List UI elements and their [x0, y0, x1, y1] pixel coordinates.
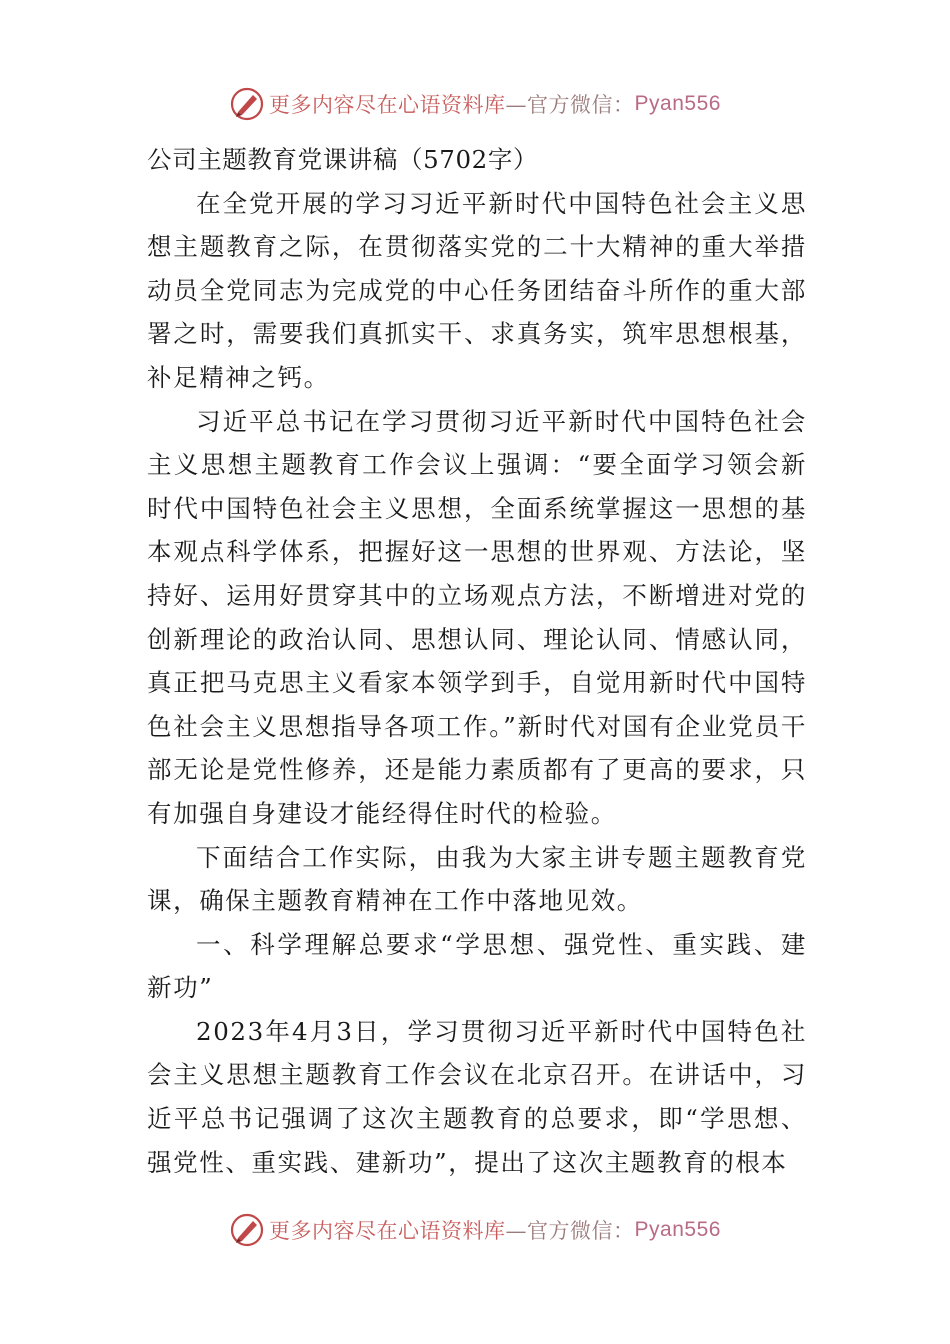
- watermark-banner-top: [0, 84, 950, 124]
- banner-text-wechat: —官方微信：: [505, 1219, 635, 1243]
- pen-logo-icon: [229, 1212, 265, 1248]
- banner-text-library: 更多内容尽在心语资料库: [269, 1219, 506, 1243]
- document-body: [147, 138, 807, 1184]
- pen-logo-icon: [229, 86, 265, 122]
- banner-text-id: Pyan556: [634, 1218, 721, 1241]
- banner-text-id: Pyan556: [634, 92, 721, 115]
- banner-text-wechat: —官方微信：: [505, 93, 635, 117]
- document-title: 公司主题教育党课讲稿（5702字）: [147, 145, 539, 174]
- watermark-banner-bottom: [0, 1210, 950, 1250]
- paragraph: 在全党开展的学习习近平新时代中国特色社会主义思想主题教育之际，在贯彻落实党的二十大精神的重大举措动员全党同志为完成党的中心任务团结奋斗所作的重大部署之时，需要我们真抓实干、求真务实，筑牢思想根基，补足精神之钙。: [147, 188, 807, 392]
- paragraph: 习近平总书记在学习贯彻习近平新时代中国特色社会主义思想主题教育工作会议上强调：“要全面学习领会新时代中国特色社会主义思想，全面系统掌握这一思想的基本观点科学体系，把握好这一思想的世界观、方法论，坚持好、运用好贯穿其中的立场观点方法，不断增进对党的创新理论的政治认同、思想认同、理论认同、情感认同，真正把马克思主义看家本领学到手，自觉用新时代中国特色社会主义思想指导各项工作。”新时代对国有企业党员干部无论是党性修养，还是能力素质都有了更高的要求，只有加强自身建设才能经得住时代的检验。: [147, 406, 807, 828]
- banner-text-library: 更多内容尽在心语资料库: [269, 93, 506, 117]
- section-heading: 一、科学理解总要求“学思想、强党性、重实践、建新功”: [147, 929, 807, 1003]
- paragraph: 2023年4月3日，学习贯彻习近平新时代中国特色社会主义思想主题教育工作会议在北京召开。在讲话中，习近平总书记强调了这次主题教育的总要求，即“学思想、强党性、重实践、建新功”，提出了这次主题教育的根本: [147, 1016, 807, 1177]
- paragraph: 下面结合工作实际，由我为大家主讲专题主题教育党课，确保主题教育精神在工作中落地见效。: [147, 842, 807, 916]
